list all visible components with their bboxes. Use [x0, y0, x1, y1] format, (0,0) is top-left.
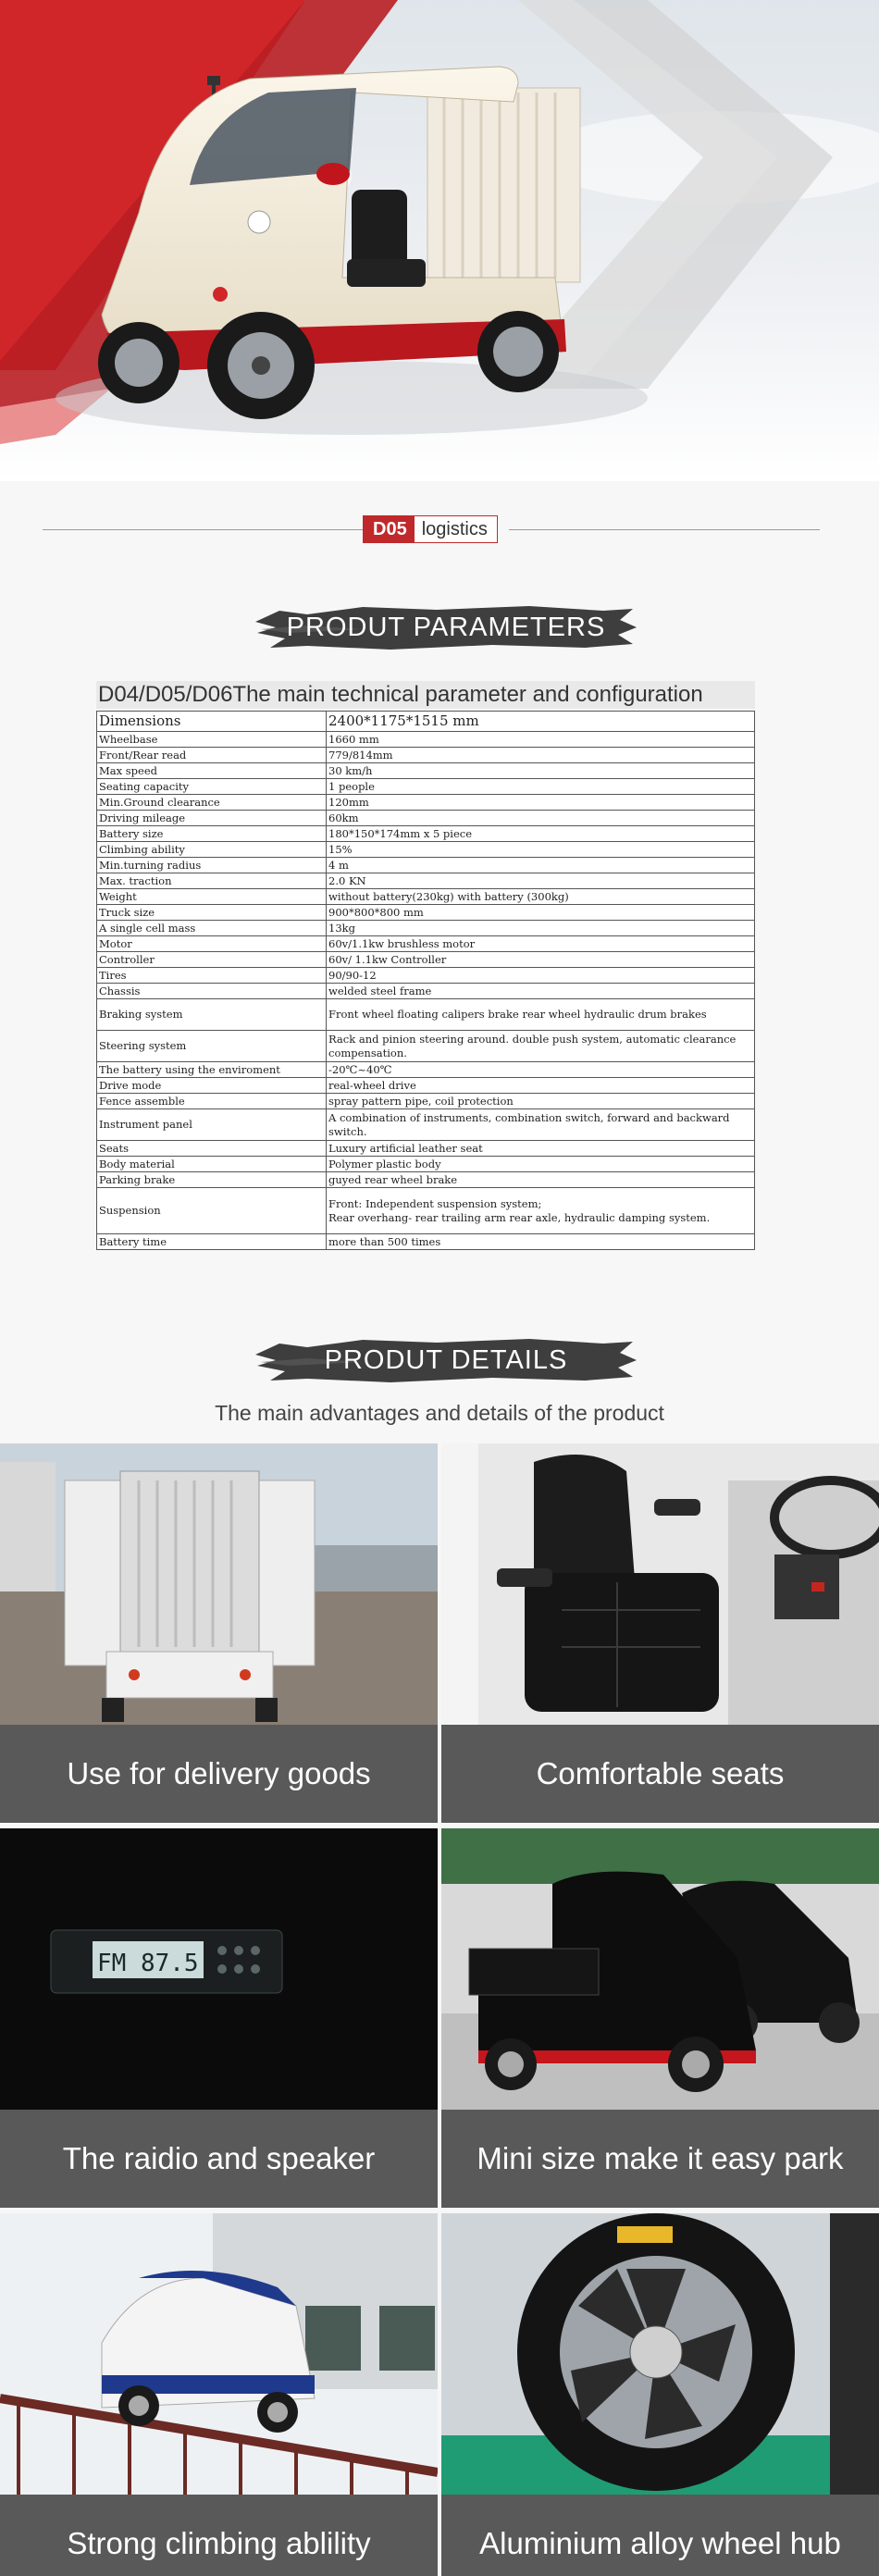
feature-radio — [0, 1828, 438, 2208]
spec-row — [97, 999, 755, 1031]
spec-row — [97, 1157, 755, 1172]
radio-photo — [0, 1828, 438, 2110]
spec-value: Front wheel floating calipers brake rear wheel hydraulic drum brakes — [327, 999, 755, 1031]
spec-value: 13kg — [327, 921, 755, 936]
spec-row — [97, 1141, 755, 1157]
spec-key: Motor — [97, 936, 327, 952]
spec-key: Weight — [97, 889, 327, 905]
spec-key: Instrument panel — [97, 1109, 327, 1141]
spec-value: 15% — [327, 842, 755, 858]
spec-row — [97, 968, 755, 984]
spec-row — [97, 905, 755, 921]
spec-row — [97, 921, 755, 936]
spec-row — [97, 732, 755, 748]
parking-photo — [441, 1828, 879, 2110]
spec-row — [97, 826, 755, 842]
spec-key: Body material — [97, 1157, 327, 1172]
spec-value: 60v/ 1.1kw Controller — [327, 952, 755, 968]
feature-caption: Mini size make it easy park — [441, 2110, 879, 2208]
spec-key: Climbing ability — [97, 842, 327, 858]
spec-value: 30 km/h — [327, 763, 755, 779]
spec-value: 120mm — [327, 795, 755, 811]
spec-row — [97, 1094, 755, 1109]
spec-key: Front/Rear read — [97, 748, 327, 763]
spec-row — [97, 763, 755, 779]
spec-key: Braking system — [97, 999, 327, 1031]
feature-caption: Use for delivery goods — [0, 1725, 438, 1823]
spec-key: Seats — [97, 1141, 327, 1157]
spec-value: 1660 mm — [327, 732, 755, 748]
spec-row — [97, 842, 755, 858]
spec-row — [97, 811, 755, 826]
hero-image — [0, 0, 879, 481]
wheel-photo — [441, 2213, 879, 2495]
model-type: logistics — [421, 519, 488, 539]
spec-value: Polymer plastic body — [327, 1157, 755, 1172]
spec-row — [97, 712, 755, 732]
parameters-banner — [252, 601, 640, 653]
spec-value: 180*150*174mm x 5 piece — [327, 826, 755, 842]
spec-value: 90/90-12 — [327, 968, 755, 984]
spec-key: Steering system — [97, 1031, 327, 1062]
spec-value: guyed rear wheel brake — [327, 1172, 755, 1188]
spec-key: A single cell mass — [97, 921, 327, 936]
divider-left — [43, 529, 363, 530]
spec-row — [97, 1031, 755, 1062]
model-label — [363, 515, 498, 543]
climbing-photo — [0, 2213, 438, 2495]
feature-caption: The raidio and speaker — [0, 2110, 438, 2208]
feature-seats — [441, 1443, 879, 1823]
spec-key: Min.turning radius — [97, 858, 327, 873]
model-label-row — [0, 507, 879, 551]
feature-caption: Comfortable seats — [441, 1725, 879, 1823]
spec-key: Max. traction — [97, 873, 327, 889]
feature-caption: Aluminium alloy wheel hub — [441, 2495, 879, 2576]
spec-key: Chassis — [97, 984, 327, 999]
spec-value: more than 500 times — [327, 1234, 755, 1250]
spec-row — [97, 889, 755, 905]
spec-value: welded steel frame — [327, 984, 755, 999]
spec-row — [97, 936, 755, 952]
spec-row — [97, 1172, 755, 1188]
spec-row — [97, 1188, 755, 1234]
spec-value: 779/814mm — [327, 748, 755, 763]
spec-row — [97, 748, 755, 763]
spec-value: Front: Independent suspension system; Rear overhang- rear trailing arm rear axle, hydraulic damping system. — [327, 1188, 755, 1234]
spec-value: 900*800*800 mm — [327, 905, 755, 921]
spec-key: Wheelbase — [97, 732, 327, 748]
divider-right — [509, 529, 820, 530]
spec-table — [96, 711, 755, 1250]
spec-value: 1 people — [327, 779, 755, 795]
spec-value: real-wheel drive — [327, 1078, 755, 1094]
spec-row — [97, 858, 755, 873]
spec-key: Fence assemble — [97, 1094, 327, 1109]
spec-key: Dimensions — [97, 712, 327, 732]
spec-key: Suspension — [97, 1188, 327, 1234]
spec-value: 4 m — [327, 858, 755, 873]
spec-row — [97, 1109, 755, 1141]
details-heading: PRODUT DETAILS — [324, 1345, 568, 1375]
spec-key: Max speed — [97, 763, 327, 779]
spec-row — [97, 984, 755, 999]
spec-key: Battery size — [97, 826, 327, 842]
spec-row — [97, 1062, 755, 1078]
details-banner — [252, 1334, 640, 1386]
details-subtitle: The main advantages and details of the product — [215, 1401, 664, 1425]
spec-row — [97, 1078, 755, 1094]
spec-value: without battery(230kg) with battery (300kg) — [327, 889, 755, 905]
delivery-photo — [0, 1443, 438, 1725]
spec-value: 60km — [327, 811, 755, 826]
spec-row — [97, 873, 755, 889]
feature-delivery — [0, 1443, 438, 1823]
spec-key: Truck size — [97, 905, 327, 921]
spec-value: 2.0 KN — [327, 873, 755, 889]
spec-row — [97, 795, 755, 811]
spec-row — [97, 779, 755, 795]
spec-table-title: D04/D05/D06The main technical parameter and configuration — [96, 681, 755, 709]
spec-value: -20℃~40℃ — [327, 1062, 755, 1078]
feature-climbing — [0, 2213, 438, 2576]
spec-row — [97, 952, 755, 968]
spec-key: Battery time — [97, 1234, 327, 1250]
spec-value: 2400*1175*1515 mm — [327, 712, 755, 732]
spec-value: 60v/1.1kw brushless motor — [327, 936, 755, 952]
seat-photo — [441, 1443, 879, 1725]
spec-key: Parking brake — [97, 1172, 327, 1188]
model-code: D05 — [364, 516, 415, 542]
spec-key: Controller — [97, 952, 327, 968]
spec-key: Drive mode — [97, 1078, 327, 1094]
spec-key: Tires — [97, 968, 327, 984]
spec-key: Seating capacity — [97, 779, 327, 795]
hero-vehicle-illustration — [0, 0, 879, 481]
spec-value: A combination of instruments, combination switch, forward and backward switch. — [327, 1109, 755, 1141]
spec-value: spray pattern pipe, coil protection — [327, 1094, 755, 1109]
radio-display-text: FM 87.5 — [97, 1950, 199, 1977]
spec-row — [97, 1234, 755, 1250]
feature-parking — [441, 1828, 879, 2208]
feature-wheel — [441, 2213, 879, 2576]
spec-value: Luxury artificial leather seat — [327, 1141, 755, 1157]
spec-key: Driving mileage — [97, 811, 327, 826]
feature-caption: Strong climbing ablility — [0, 2495, 438, 2576]
spec-key: The battery using the enviroment — [97, 1062, 327, 1078]
spec-value: Rack and pinion steering around. double push system, automatic clearance compensation. — [327, 1031, 755, 1062]
spec-key: Min.Ground clearance — [97, 795, 327, 811]
parameters-heading: PRODUT PARAMETERS — [286, 613, 606, 642]
